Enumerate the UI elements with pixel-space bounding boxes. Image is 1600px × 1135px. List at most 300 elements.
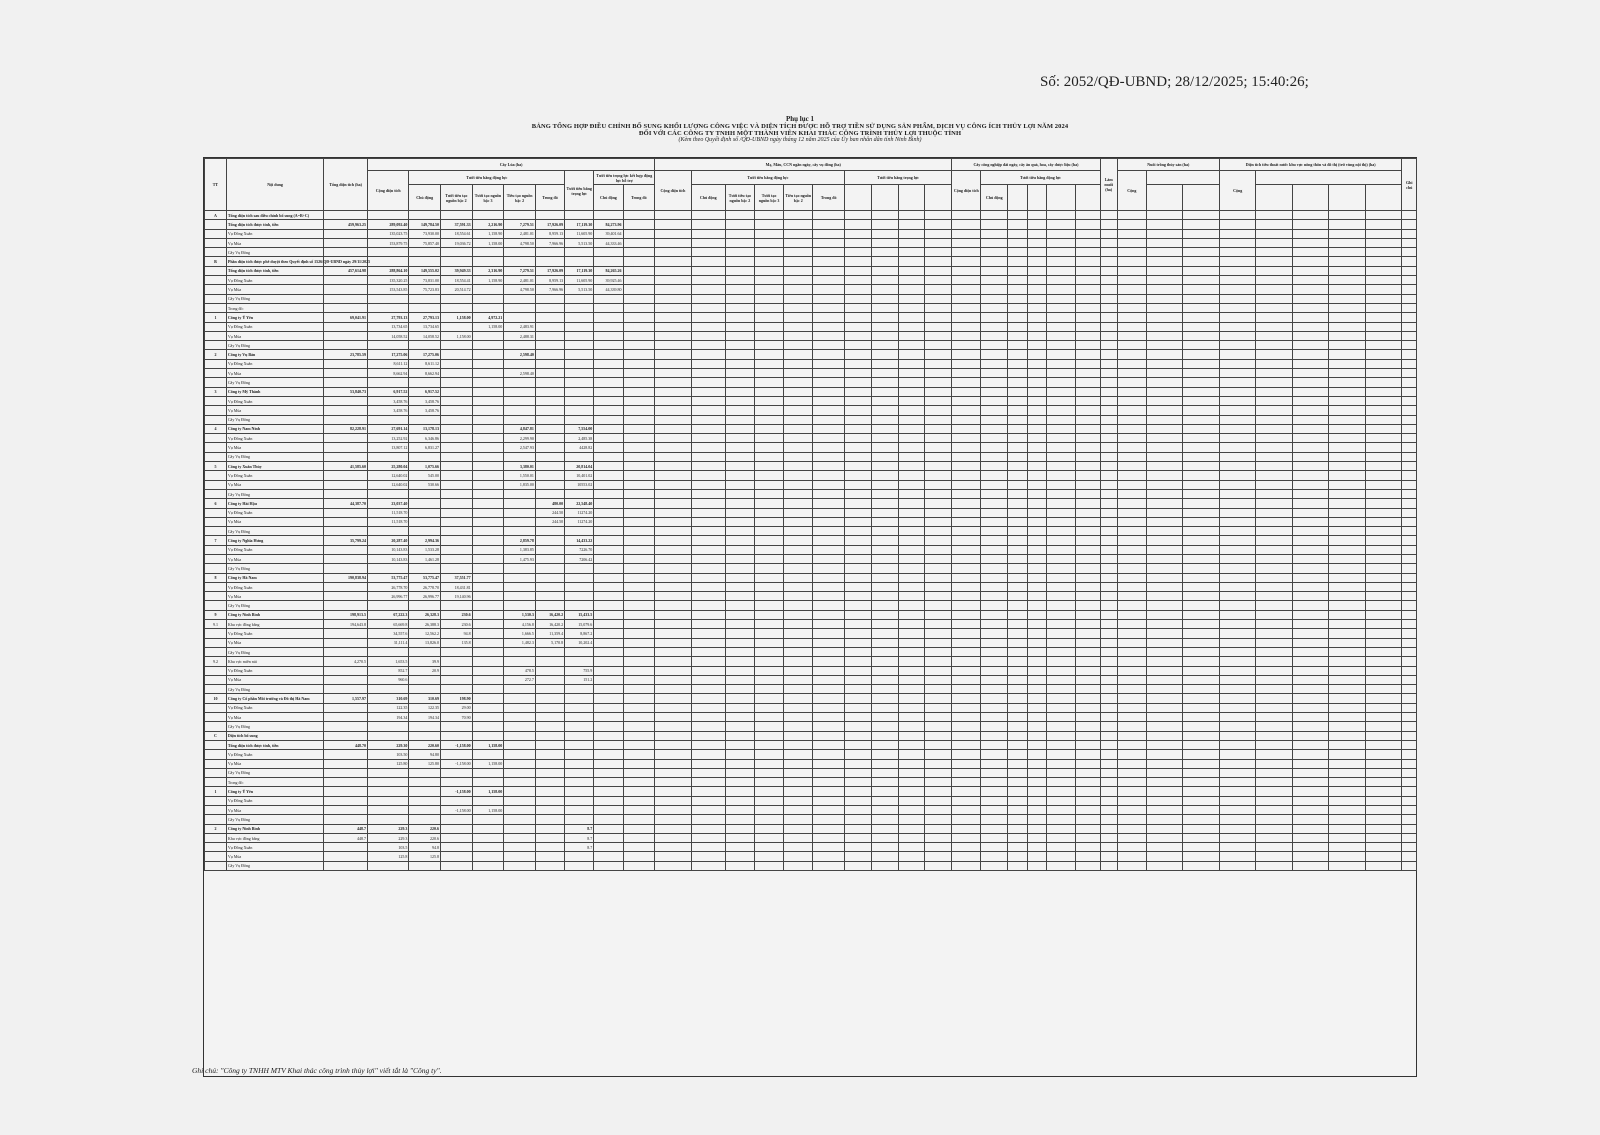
row-empty-cell xyxy=(813,396,845,405)
row-empty-cell xyxy=(845,815,872,824)
row-empty-cell xyxy=(898,331,925,340)
row-value xyxy=(409,564,441,573)
row-empty-cell xyxy=(898,396,925,405)
row-value: 149,555.02 xyxy=(409,266,441,275)
row-empty-cell xyxy=(725,294,754,303)
header-lam-muoi: Làm muối (ha) xyxy=(1100,159,1117,211)
row-empty-cell xyxy=(981,759,1008,768)
row-value: 26,328.3 xyxy=(409,610,441,619)
row-empty-cell xyxy=(1027,582,1046,591)
row-value: 153,879.75 xyxy=(368,238,409,247)
row-empty-cell xyxy=(1117,768,1146,777)
row-value xyxy=(565,406,594,415)
row-tt: 7 xyxy=(205,536,227,545)
row-empty-cell xyxy=(691,378,725,387)
row-empty-cell xyxy=(1008,620,1027,629)
row-empty-cell xyxy=(655,527,692,536)
row-tt: 6 xyxy=(205,499,227,508)
row-value xyxy=(535,833,564,842)
row-empty-cell xyxy=(1117,276,1146,285)
row-empty-cell xyxy=(845,685,872,694)
row-empty-cell xyxy=(784,703,813,712)
row-empty-cell xyxy=(898,796,925,805)
row-label: Vụ Đông Xuân xyxy=(226,471,323,480)
row-value: 25,280.04 xyxy=(368,462,409,471)
row-empty-cell xyxy=(1076,350,1100,359)
row-empty-cell xyxy=(1219,750,1256,759)
row-empty-cell xyxy=(925,257,952,266)
row-value xyxy=(472,508,504,517)
row-value xyxy=(368,415,409,424)
row-empty-cell xyxy=(1292,387,1329,396)
row-value xyxy=(535,527,564,536)
row-value xyxy=(324,294,368,303)
row-empty-cell xyxy=(1008,675,1027,684)
row-empty-cell xyxy=(655,796,692,805)
row-value xyxy=(472,285,504,294)
table-row xyxy=(205,861,1417,870)
row-label: Vụ Đông Xuân xyxy=(226,359,323,368)
row-empty-cell xyxy=(813,778,845,787)
row-tt xyxy=(205,759,227,768)
row-empty-cell xyxy=(1402,434,1417,443)
row-empty-cell xyxy=(655,387,692,396)
row-label: Vụ Đông Xuân xyxy=(226,666,323,675)
row-value: 288,864.10 xyxy=(368,266,409,275)
row-empty-cell xyxy=(623,452,655,461)
row-empty-cell xyxy=(1117,499,1146,508)
row-empty-cell xyxy=(1329,610,1366,619)
row-empty-cell xyxy=(1076,629,1100,638)
row-empty-cell xyxy=(754,359,783,368)
row-value: 2,483.91 xyxy=(504,322,536,331)
row-empty-cell xyxy=(1076,480,1100,489)
row-empty-cell xyxy=(784,796,813,805)
row-value xyxy=(535,257,564,266)
row-empty-cell xyxy=(1100,852,1117,861)
row-empty-cell xyxy=(871,276,898,285)
row-empty-cell xyxy=(623,592,655,601)
row-value: 3,458.76 xyxy=(409,396,441,405)
row-empty-cell xyxy=(1292,787,1329,796)
row-empty-cell xyxy=(1047,508,1076,517)
row-empty-cell xyxy=(981,378,1008,387)
row-value: 73,930.00 xyxy=(409,229,441,238)
row-empty-cell xyxy=(655,731,692,740)
row-empty-cell xyxy=(623,266,655,275)
row-value xyxy=(535,294,564,303)
row-empty-cell xyxy=(813,527,845,536)
row-empty-cell xyxy=(981,582,1008,591)
row-empty-cell xyxy=(1146,685,1183,694)
row-empty-cell xyxy=(725,564,754,573)
row-empty-cell xyxy=(725,601,754,610)
row-empty-cell xyxy=(813,666,845,675)
row-empty-cell xyxy=(1365,620,1402,629)
row-value xyxy=(324,787,368,796)
row-empty-cell xyxy=(1117,861,1146,870)
row-empty-cell xyxy=(1117,796,1146,805)
row-empty-cell xyxy=(1117,713,1146,722)
row-empty-cell xyxy=(1047,713,1076,722)
row-value: 23,037.40 xyxy=(368,499,409,508)
row-empty-cell xyxy=(898,480,925,489)
row-empty-cell xyxy=(1402,722,1417,731)
row-empty-cell xyxy=(871,257,898,266)
row-empty-cell xyxy=(1047,378,1076,387)
row-value xyxy=(441,564,473,573)
row-empty-cell xyxy=(813,359,845,368)
row-empty-cell xyxy=(784,211,813,220)
table-row xyxy=(205,573,1417,582)
row-empty-cell xyxy=(1402,657,1417,666)
row-empty-cell xyxy=(871,313,898,322)
row-tt xyxy=(205,768,227,777)
row-value xyxy=(441,248,473,257)
row-empty-cell xyxy=(1365,276,1402,285)
row-empty-cell xyxy=(691,248,725,257)
row-empty-cell xyxy=(1027,406,1046,415)
row-empty-cell xyxy=(1027,238,1046,247)
row-tt xyxy=(205,285,227,294)
row-empty-cell xyxy=(1076,415,1100,424)
row-empty-cell xyxy=(1329,731,1366,740)
row-empty-cell xyxy=(754,787,783,796)
row-empty-cell xyxy=(1402,238,1417,247)
row-empty-cell xyxy=(1402,499,1417,508)
row-value xyxy=(324,331,368,340)
row-empty-cell xyxy=(898,536,925,545)
row-empty-cell xyxy=(845,294,872,303)
row-empty-cell xyxy=(784,536,813,545)
row-empty-cell xyxy=(1365,303,1402,312)
row-empty-cell xyxy=(952,359,981,368)
row-label: Cây Vụ Đông xyxy=(226,647,323,656)
row-value: 125.8 xyxy=(368,852,409,861)
row-empty-cell xyxy=(1027,573,1046,582)
row-empty-cell xyxy=(1219,582,1256,591)
row-empty-cell xyxy=(1047,536,1076,545)
row-value xyxy=(565,211,594,220)
row-empty-cell xyxy=(1402,443,1417,452)
row-empty-cell xyxy=(845,517,872,526)
row-empty-cell xyxy=(952,759,981,768)
row-label: Công ty Mỹ Thành xyxy=(226,387,323,396)
row-empty-cell xyxy=(1329,266,1366,275)
row-label: Cây Vụ Đông xyxy=(226,527,323,536)
row-empty-cell xyxy=(925,601,952,610)
row-empty-cell xyxy=(754,740,783,749)
row-empty-cell xyxy=(655,322,692,331)
row-empty-cell xyxy=(871,638,898,647)
row-empty-cell xyxy=(1027,703,1046,712)
row-value: 2,481.01 xyxy=(504,276,536,285)
header-tuoi-tieu-ket-hop: Tưới tiêu trọng lực kết hợp động lực hỗ trợ xyxy=(594,171,655,185)
row-empty-cell xyxy=(1292,796,1329,805)
row-empty-cell xyxy=(784,778,813,787)
row-value xyxy=(368,731,409,740)
row-value xyxy=(324,517,368,526)
row-value xyxy=(472,620,504,629)
row-empty-cell xyxy=(925,685,952,694)
row-empty-cell xyxy=(1100,638,1117,647)
row-empty-cell xyxy=(691,294,725,303)
row-empty-cell xyxy=(1365,713,1402,722)
row-empty-cell xyxy=(981,285,1008,294)
row-empty-cell xyxy=(691,647,725,656)
row-empty-cell xyxy=(1329,443,1366,452)
row-empty-cell xyxy=(1183,424,1220,433)
row-empty-cell xyxy=(1402,462,1417,471)
row-value xyxy=(368,778,409,787)
row-empty-cell xyxy=(1402,852,1417,861)
row-empty-cell xyxy=(1027,731,1046,740)
row-value xyxy=(441,778,473,787)
row-label: Cây Vụ Đông xyxy=(226,722,323,731)
table-row xyxy=(205,601,1417,610)
row-empty-cell xyxy=(845,499,872,508)
row-tt xyxy=(205,406,227,415)
row-empty-cell xyxy=(1256,396,1293,405)
table-row xyxy=(205,740,1417,749)
row-empty-cell xyxy=(1117,462,1146,471)
row-empty-cell xyxy=(1256,806,1293,815)
row-value: 17,926.09 xyxy=(535,220,564,229)
row-empty-cell xyxy=(1146,750,1183,759)
row-empty-cell xyxy=(1008,294,1027,303)
row-empty-cell xyxy=(813,806,845,815)
row-empty-cell xyxy=(845,722,872,731)
row-empty-cell xyxy=(1183,303,1220,312)
header-noi-dung: Nội dung xyxy=(226,159,323,211)
row-value xyxy=(594,592,623,601)
row-empty-cell xyxy=(952,508,981,517)
row-empty-cell xyxy=(871,592,898,601)
row-empty-cell xyxy=(754,694,783,703)
row-empty-cell xyxy=(1329,861,1366,870)
row-value xyxy=(565,806,594,815)
row-value xyxy=(504,303,536,312)
row-empty-cell xyxy=(1365,647,1402,656)
row-empty-cell xyxy=(813,852,845,861)
row-empty-cell xyxy=(1256,713,1293,722)
row-tt xyxy=(205,861,227,870)
row-value xyxy=(441,508,473,517)
row-empty-cell xyxy=(845,452,872,461)
row-empty-cell xyxy=(1219,341,1256,350)
row-empty-cell xyxy=(952,238,981,247)
row-empty-cell xyxy=(813,657,845,666)
row-empty-cell xyxy=(1146,257,1183,266)
row-empty-cell xyxy=(1183,554,1220,563)
row-value: 94.8 xyxy=(441,629,473,638)
row-empty-cell xyxy=(898,406,925,415)
row-empty-cell xyxy=(871,350,898,359)
row-value xyxy=(324,359,368,368)
row-label: Khu vực miền núi xyxy=(226,657,323,666)
row-value: 194.34 xyxy=(368,713,409,722)
row-empty-cell xyxy=(1365,331,1402,340)
row-empty-cell xyxy=(1402,629,1417,638)
row-empty-cell xyxy=(1183,536,1220,545)
row-value xyxy=(565,350,594,359)
row-empty-cell xyxy=(1027,787,1046,796)
row-empty-cell xyxy=(898,582,925,591)
row-value: 12,640.02 xyxy=(368,471,409,480)
table-row xyxy=(205,229,1417,238)
row-empty-cell xyxy=(784,740,813,749)
row-empty-cell xyxy=(1256,722,1293,731)
row-empty-cell xyxy=(813,620,845,629)
row-empty-cell xyxy=(1292,703,1329,712)
row-label: Tổng diện tích được tính, tiền xyxy=(226,740,323,749)
row-value xyxy=(324,554,368,563)
row-empty-cell xyxy=(655,685,692,694)
row-empty-cell xyxy=(623,806,655,815)
row-empty-cell xyxy=(1027,462,1046,471)
header-cn-cong: Cộng diện tích xyxy=(952,171,981,211)
row-tt: 2 xyxy=(205,824,227,833)
row-empty-cell xyxy=(952,713,981,722)
row-empty-cell xyxy=(1365,861,1402,870)
row-empty-cell xyxy=(1329,694,1366,703)
row-empty-cell xyxy=(1329,471,1366,480)
row-empty-cell xyxy=(655,294,692,303)
row-empty-cell xyxy=(691,396,725,405)
row-empty-cell xyxy=(813,582,845,591)
row-value xyxy=(535,396,564,405)
row-empty-cell xyxy=(871,694,898,703)
row-empty-cell xyxy=(1256,796,1293,805)
row-empty-cell xyxy=(1365,768,1402,777)
row-empty-cell xyxy=(623,434,655,443)
row-empty-cell xyxy=(1402,480,1417,489)
row-value xyxy=(565,592,594,601)
row-empty-cell xyxy=(784,508,813,517)
row-empty-cell xyxy=(784,675,813,684)
row-empty-cell xyxy=(725,276,754,285)
row-empty-cell xyxy=(952,778,981,787)
row-value: 2,316.90 xyxy=(472,266,504,275)
row-value xyxy=(472,852,504,861)
row-value xyxy=(535,750,564,759)
row-empty-cell xyxy=(1100,220,1117,229)
row-empty-cell xyxy=(784,843,813,852)
row-empty-cell xyxy=(871,471,898,480)
row-empty-cell xyxy=(925,620,952,629)
row-empty-cell xyxy=(725,443,754,452)
row-empty-cell xyxy=(1047,527,1076,536)
row-empty-cell xyxy=(754,564,783,573)
row-empty-cell xyxy=(1047,843,1076,852)
row-empty-cell xyxy=(1076,220,1100,229)
row-empty-cell xyxy=(1292,331,1329,340)
row-empty-cell xyxy=(1047,434,1076,443)
header-ts-detail xyxy=(1146,171,1219,185)
table-body xyxy=(205,211,1417,871)
row-value: 16,420.2 xyxy=(535,610,564,619)
row-value xyxy=(368,601,409,610)
row-empty-cell xyxy=(691,229,725,238)
row-empty-cell xyxy=(898,824,925,833)
row-empty-cell xyxy=(925,378,952,387)
row-empty-cell xyxy=(1047,647,1076,656)
row-value xyxy=(324,796,368,805)
row-empty-cell xyxy=(623,480,655,489)
row-value: 135,320.25 xyxy=(368,276,409,285)
row-value: 31,111.4 xyxy=(368,638,409,647)
row-value xyxy=(504,843,536,852)
row-value: 2,598.40 xyxy=(504,350,536,359)
row-empty-cell xyxy=(845,545,872,554)
header-cay-lua: Cây Lúa (ha) xyxy=(368,159,655,171)
row-empty-cell xyxy=(1329,406,1366,415)
row-empty-cell xyxy=(1100,647,1117,656)
row-value xyxy=(472,647,504,656)
row-value: 194.34 xyxy=(409,713,441,722)
row-empty-cell xyxy=(981,415,1008,424)
table-row xyxy=(205,303,1417,312)
row-empty-cell xyxy=(1256,843,1293,852)
row-empty-cell xyxy=(691,517,725,526)
row-value xyxy=(368,768,409,777)
row-empty-cell xyxy=(1008,285,1027,294)
row-empty-cell xyxy=(1027,471,1046,480)
row-empty-cell xyxy=(1146,806,1183,815)
row-empty-cell xyxy=(813,229,845,238)
row-empty-cell xyxy=(691,406,725,415)
row-value: 26,388.3 xyxy=(409,620,441,629)
row-empty-cell xyxy=(1402,620,1417,629)
row-value xyxy=(535,824,564,833)
row-value xyxy=(565,852,594,861)
row-empty-cell xyxy=(1047,517,1076,526)
row-value: 1,158.00 xyxy=(441,313,473,322)
row-empty-cell xyxy=(1008,471,1027,480)
row-empty-cell xyxy=(871,462,898,471)
row-empty-cell xyxy=(1183,806,1220,815)
row-value xyxy=(324,303,368,312)
row-empty-cell xyxy=(1008,610,1027,619)
row-empty-cell xyxy=(1100,294,1117,303)
row-empty-cell xyxy=(1183,629,1220,638)
row-empty-cell xyxy=(1292,740,1329,749)
row-empty-cell xyxy=(725,629,754,638)
row-value: 70.90 xyxy=(441,713,473,722)
row-empty-cell xyxy=(1076,211,1100,220)
row-value: 94.80 xyxy=(409,750,441,759)
row-empty-cell xyxy=(1047,833,1076,842)
row-empty-cell xyxy=(1008,462,1027,471)
row-empty-cell xyxy=(754,545,783,554)
row-empty-cell xyxy=(784,685,813,694)
row-empty-cell xyxy=(623,554,655,563)
row-empty-cell xyxy=(1219,229,1256,238)
row-empty-cell xyxy=(952,666,981,675)
row-empty-cell xyxy=(691,424,725,433)
row-value: 960.6 xyxy=(368,675,409,684)
row-empty-cell xyxy=(845,331,872,340)
row-value xyxy=(441,647,473,656)
row-empty-cell xyxy=(1292,462,1329,471)
row-empty-cell xyxy=(813,647,845,656)
row-label: Tổng diện tích được tính, tiền xyxy=(226,220,323,229)
row-empty-cell xyxy=(1008,211,1027,220)
table-row xyxy=(205,564,1417,573)
row-empty-cell xyxy=(623,406,655,415)
row-empty-cell xyxy=(1100,229,1117,238)
row-empty-cell xyxy=(1117,778,1146,787)
